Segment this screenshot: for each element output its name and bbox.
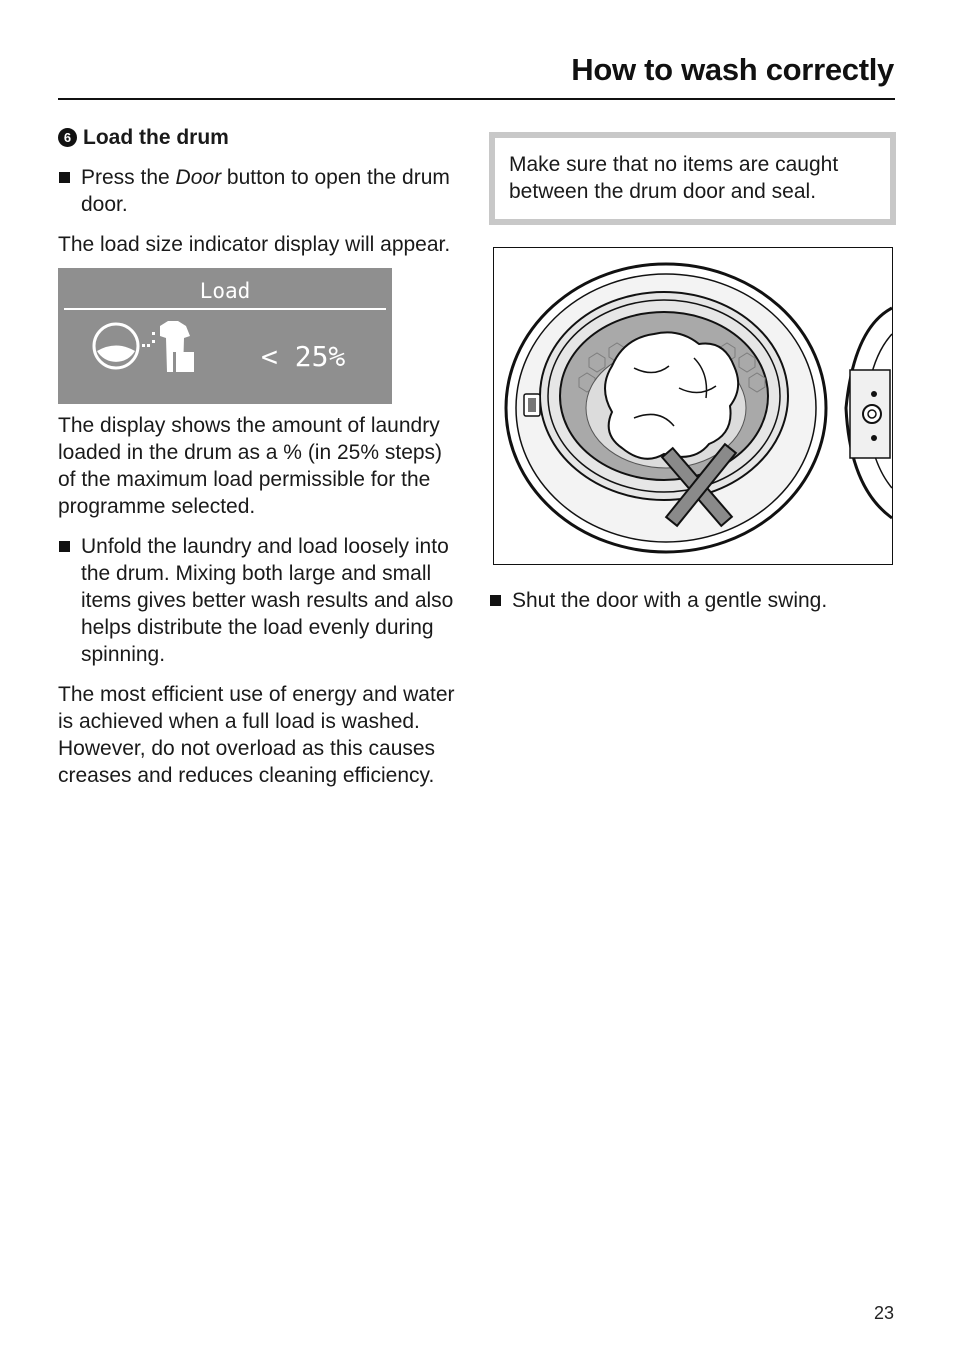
bullet-shut-door [489, 587, 896, 614]
section-title: Load the drum [83, 126, 229, 149]
display-title: Load [199, 279, 251, 303]
bullet-square-icon [59, 172, 70, 183]
warning-note-box [489, 132, 896, 225]
left-column [58, 124, 456, 789]
washing-machine-drum-icon [494, 248, 892, 564]
page-number: 23 [873, 1303, 894, 1323]
bullet-text-suffix: button to open the drum door. [81, 166, 450, 216]
display-divider [64, 308, 386, 310]
paragraph-display-explanation: The display shows the amount of laundry loaded in the drum as a % (in 25% steps) of the maximum load permissible for the programme selected. [58, 414, 443, 518]
step-number-badge: 6 [58, 128, 77, 147]
paragraph-indicator: The load size indicator display will appear. [58, 233, 451, 256]
bullet-square-icon [59, 541, 70, 552]
bullet-open-door [58, 164, 456, 218]
drum-load-icon [90, 318, 210, 376]
load-display-panel [58, 268, 392, 404]
note-text: Make sure that no items are caught between the drum door and seal. [509, 153, 839, 203]
bullet-text-prefix: Press the [81, 166, 176, 189]
bullet-square-icon [490, 595, 501, 606]
paragraph-efficiency: The most efficient use of energy and water is achieved when a full load is washed. However, do not overload as this causes creases and reduces cleaning efficiency. [58, 683, 455, 787]
load-percentage: < 25% [261, 340, 346, 373]
page-title: How to wash correctly [571, 52, 894, 87]
bullet-text: Shut the door with a gentle swing. [512, 589, 828, 612]
section-heading [58, 124, 456, 151]
right-column [489, 132, 896, 614]
bullet-text: Unfold the laundry and load loosely into the drum. Mixing both large and small items gives better wash results and also helps distribute the load evenly during spinning. [81, 535, 454, 666]
drum-illustration [493, 247, 893, 565]
bullet-unfold-laundry [58, 533, 456, 668]
door-button-name: Door [175, 166, 222, 189]
header-divider [58, 98, 895, 100]
